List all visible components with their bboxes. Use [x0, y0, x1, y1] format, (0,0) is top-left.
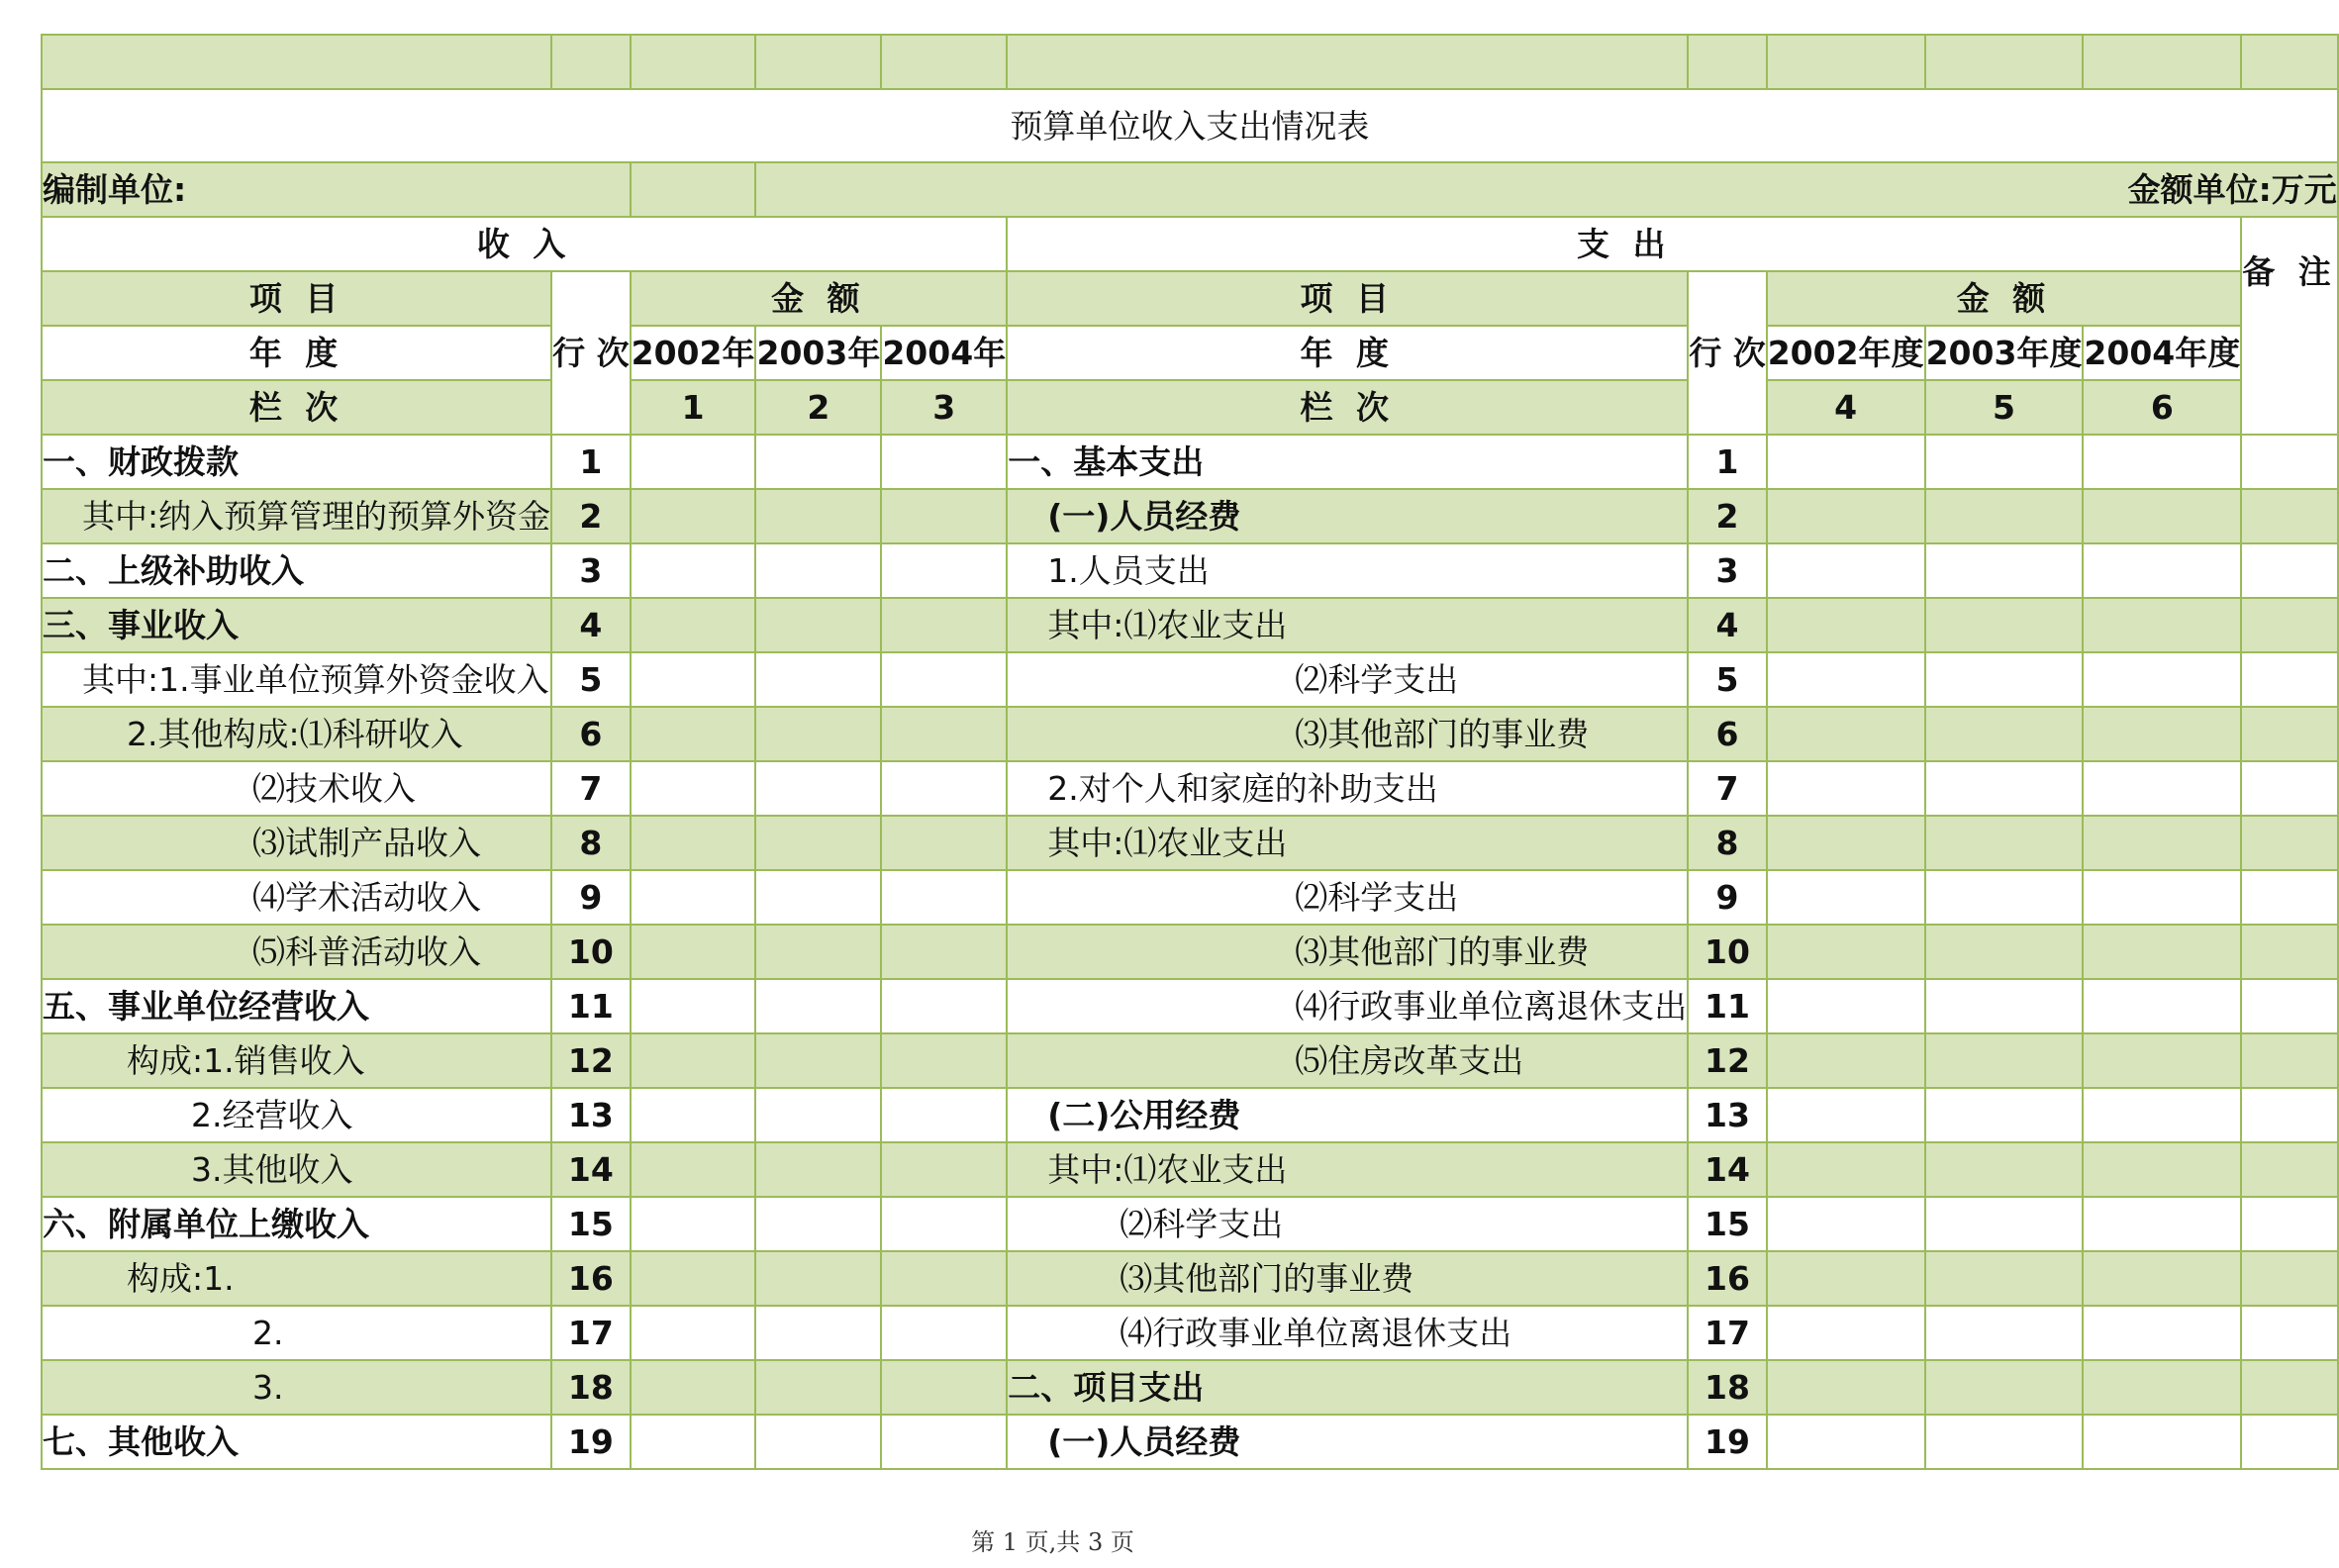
expense-row-no: 7 — [1688, 761, 1767, 816]
income-row-no: 15 — [551, 1197, 631, 1251]
expense-amount-cell — [1925, 1415, 2084, 1469]
expense-amount-cell — [1925, 979, 2084, 1033]
remark-cell — [2241, 816, 2338, 870]
income-col-no: 3 — [881, 380, 1007, 435]
table-row — [42, 1306, 2338, 1360]
income-amount-cell — [631, 1360, 756, 1415]
income-year-header: 年 度 — [42, 326, 551, 380]
income-amount-cell — [755, 543, 881, 598]
income-amount-cell — [755, 707, 881, 761]
income-amount-cell — [631, 1088, 756, 1142]
remark-cell — [2241, 489, 2338, 543]
expense-amount-cell — [1767, 1033, 1925, 1088]
expense-amount-cell — [2083, 1360, 2241, 1415]
income-item: 一、财政拨款 — [42, 435, 551, 489]
income-row-no: 16 — [551, 1251, 631, 1306]
page-footer: 第 1 页,共 3 页 — [971, 1528, 1134, 1556]
income-item: 五、事业单位经营收入 — [42, 979, 551, 1033]
remark-cell — [2241, 652, 2338, 707]
income-amount-cell — [881, 1415, 1007, 1469]
table-row — [42, 816, 2338, 870]
expense-row-no: 2 — [1688, 489, 1767, 543]
income-amount-cell — [881, 543, 1007, 598]
income-amount-cell — [881, 1360, 1007, 1415]
expense-year-2002: 2002年度 — [1767, 326, 1925, 380]
income-row-no: 5 — [551, 652, 631, 707]
income-row-no: 11 — [551, 979, 631, 1033]
income-amount-cell — [881, 816, 1007, 870]
income-amount-cell — [881, 1251, 1007, 1306]
amount-unit-label: 金额单位:万元 — [755, 162, 2337, 217]
income-amount-cell — [631, 925, 756, 979]
income-amount-cell — [631, 489, 756, 543]
table-row — [42, 761, 2338, 816]
income-amount-cell — [755, 435, 881, 489]
expense-amount-cell — [2083, 1415, 2241, 1469]
income-item: 二、上级补助收入 — [42, 543, 551, 598]
table-row — [42, 870, 2338, 925]
remark-cell — [2241, 1306, 2338, 1360]
expense-item: ⑶其他部门的事业费 — [1007, 707, 1688, 761]
expense-amount-cell — [2083, 1197, 2241, 1251]
expense-item: ⑵科学支出 — [1007, 1197, 1688, 1251]
remark-cell — [2241, 1360, 2338, 1415]
table-row — [42, 1197, 2338, 1251]
column-number-row — [42, 380, 2338, 435]
income-amount-cell — [881, 1142, 1007, 1197]
expense-item: 一、基本支出 — [1007, 435, 1688, 489]
income-amount-cell — [755, 761, 881, 816]
income-item: ⑷学术活动收入 — [42, 870, 551, 925]
expense-amount-cell — [1767, 1306, 1925, 1360]
income-amount-cell — [755, 1033, 881, 1088]
income-col-no: 1 — [631, 380, 756, 435]
remark-cell — [2241, 1415, 2338, 1469]
income-year-2002: 2002年 — [631, 326, 756, 380]
income-amount-cell — [631, 1415, 756, 1469]
expense-row-no: 9 — [1688, 870, 1767, 925]
item-header-row — [42, 271, 2338, 326]
remark-cell — [2241, 435, 2338, 489]
income-row-no: 12 — [551, 1033, 631, 1088]
expense-item: ⑷行政事业单位离退休支出 — [1007, 1306, 1688, 1360]
income-item: 六、附属单位上缴收入 — [42, 1197, 551, 1251]
expense-item: 其中:⑴农业支出 — [1007, 816, 1688, 870]
income-row-no: 4 — [551, 598, 631, 652]
income-amount-cell — [631, 1197, 756, 1251]
expense-row-no: 11 — [1688, 979, 1767, 1033]
expense-amount-cell — [2083, 1088, 2241, 1142]
income-row-no: 19 — [551, 1415, 631, 1469]
expense-item: ⑶其他部门的事业费 — [1007, 1251, 1688, 1306]
income-amount-cell — [755, 489, 881, 543]
budget-table — [41, 34, 2339, 1470]
table-row — [42, 979, 2338, 1033]
income-amount-cell — [631, 761, 756, 816]
year-header-row — [42, 326, 2338, 380]
income-amount-cell — [881, 1197, 1007, 1251]
expense-amount-cell — [1767, 925, 1925, 979]
expense-item: (一)人员经费 — [1007, 489, 1688, 543]
income-row-no: 2 — [551, 489, 631, 543]
expense-amount-cell — [1925, 1142, 2084, 1197]
income-amount-cell — [881, 1088, 1007, 1142]
expense-amount-cell — [2083, 435, 2241, 489]
income-header: 收 入 — [42, 217, 1007, 271]
income-year-2003: 2003年 — [755, 326, 881, 380]
expense-row-no: 15 — [1688, 1197, 1767, 1251]
expense-amount-cell — [1767, 1360, 1925, 1415]
expense-amount-cell — [2083, 707, 2241, 761]
expense-amount-cell — [1767, 543, 1925, 598]
income-amount-cell — [881, 979, 1007, 1033]
expense-amount-cell — [1767, 761, 1925, 816]
expense-amount-cell — [2083, 979, 2241, 1033]
expense-amount-cell — [1925, 543, 2084, 598]
income-amount-cell — [881, 870, 1007, 925]
expense-amount-cell — [2083, 1033, 2241, 1088]
income-row-no: 3 — [551, 543, 631, 598]
expense-item: ⑶其他部门的事业费 — [1007, 925, 1688, 979]
table-row — [42, 598, 2338, 652]
income-item: 其中:纳入预算管理的预算外资金 — [42, 489, 551, 543]
expense-amount-cell — [2083, 598, 2241, 652]
income-row-no: 10 — [551, 925, 631, 979]
expense-amount-cell — [1767, 1251, 1925, 1306]
income-item: 七、其他收入 — [42, 1415, 551, 1469]
income-amount-cell — [755, 1251, 881, 1306]
income-year-2004: 2004年 — [881, 326, 1007, 380]
income-item: 2.经营收入 — [42, 1088, 551, 1142]
remark-cell — [2241, 1142, 2338, 1197]
income-item: 三、事业收入 — [42, 598, 551, 652]
expense-year-2004: 2004年度 — [2083, 326, 2241, 380]
income-row-no: 13 — [551, 1088, 631, 1142]
expense-amount-cell — [1767, 652, 1925, 707]
expense-amount-cell — [1767, 1142, 1925, 1197]
table-row — [42, 925, 2338, 979]
expense-amount-header: 金 额 — [1767, 271, 2242, 326]
income-column-header: 栏 次 — [42, 380, 551, 435]
income-row-no: 8 — [551, 816, 631, 870]
income-amount-cell — [631, 1251, 756, 1306]
remark-cell — [2241, 1251, 2338, 1306]
remark-label: 备 注 — [2242, 252, 2337, 291]
income-row-no: 18 — [551, 1360, 631, 1415]
income-amount-cell — [631, 652, 756, 707]
remark-header — [2241, 217, 2338, 435]
expense-amount-cell — [1925, 1088, 2084, 1142]
expense-amount-cell — [1767, 598, 1925, 652]
income-amount-cell — [755, 1306, 881, 1360]
income-amount-cell — [881, 652, 1007, 707]
expense-amount-cell — [1925, 1197, 2084, 1251]
income-amount-cell — [631, 435, 756, 489]
income-amount-cell — [881, 1306, 1007, 1360]
expense-row-no: 4 — [1688, 598, 1767, 652]
expense-amount-cell — [1767, 979, 1925, 1033]
expense-item: 其中:⑴农业支出 — [1007, 598, 1688, 652]
income-amount-cell — [755, 1088, 881, 1142]
income-item: ⑸科普活动收入 — [42, 925, 551, 979]
income-item: 其中:1.事业单位预算外资金收入 — [42, 652, 551, 707]
expense-amount-cell — [1925, 652, 2084, 707]
spacer-row — [42, 35, 2338, 89]
expense-amount-cell — [1925, 1360, 2084, 1415]
remark-cell — [2241, 707, 2338, 761]
expense-amount-cell — [2083, 1251, 2241, 1306]
remark-cell — [2241, 1088, 2338, 1142]
expense-amount-cell — [1925, 489, 2084, 543]
expense-row-no: 19 — [1688, 1415, 1767, 1469]
expense-item: 1.人员支出 — [1007, 543, 1688, 598]
expense-amount-cell — [1767, 1415, 1925, 1469]
expense-item: (二)公用经费 — [1007, 1088, 1688, 1142]
income-row-no: 7 — [551, 761, 631, 816]
expense-amount-cell — [2083, 870, 2241, 925]
expense-amount-cell — [1767, 1088, 1925, 1142]
expense-row-no: 5 — [1688, 652, 1767, 707]
income-amount-cell — [755, 1360, 881, 1415]
expense-row-no: 8 — [1688, 816, 1767, 870]
expense-amount-cell — [2083, 761, 2241, 816]
table-row — [42, 435, 2338, 489]
income-col-no: 2 — [755, 380, 881, 435]
section-header-row — [42, 217, 2338, 271]
income-amount-cell — [631, 598, 756, 652]
income-amount-cell — [631, 870, 756, 925]
data-rows — [42, 435, 2338, 1469]
expense-item: ⑷行政事业单位离退休支出 — [1007, 979, 1688, 1033]
expense-amount-cell — [1925, 1033, 2084, 1088]
expense-amount-cell — [1925, 598, 2084, 652]
income-amount-cell — [755, 1415, 881, 1469]
expense-row-no: 10 — [1688, 925, 1767, 979]
table-row — [42, 652, 2338, 707]
budget-sheet — [41, 34, 2339, 1470]
income-row-no: 17 — [551, 1306, 631, 1360]
expense-amount-cell — [2083, 489, 2241, 543]
remark-cell — [2241, 1197, 2338, 1251]
expense-amount-cell — [1925, 761, 2084, 816]
income-item: 3. — [42, 1360, 551, 1415]
expense-amount-cell — [1767, 489, 1925, 543]
expense-amount-cell — [1925, 1306, 2084, 1360]
table-row — [42, 1251, 2338, 1306]
expense-amount-cell — [1767, 435, 1925, 489]
expense-amount-cell — [1925, 816, 2084, 870]
compiling-unit-label: 编制单位: — [42, 162, 631, 217]
income-amount-cell — [755, 652, 881, 707]
expense-amount-cell — [1767, 707, 1925, 761]
expense-col-no: 4 — [1767, 380, 1925, 435]
expense-rowno-header: 行 次 — [1688, 271, 1767, 435]
remark-cell — [2241, 1033, 2338, 1088]
income-amount-cell — [631, 816, 756, 870]
expense-amount-cell — [1767, 870, 1925, 925]
expense-row-no: 14 — [1688, 1142, 1767, 1197]
expense-item: 二、项目支出 — [1007, 1360, 1688, 1415]
income-amount-cell — [755, 870, 881, 925]
income-row-no: 6 — [551, 707, 631, 761]
table-row — [42, 543, 2338, 598]
expense-amount-cell — [1925, 435, 2084, 489]
table-row — [42, 1088, 2338, 1142]
expense-item: 2.对个人和家庭的补助支出 — [1007, 761, 1688, 816]
income-item-header: 项 目 — [42, 271, 551, 326]
income-amount-cell — [755, 925, 881, 979]
expense-col-no: 6 — [2083, 380, 2241, 435]
income-amount-cell — [755, 1142, 881, 1197]
income-amount-cell — [881, 598, 1007, 652]
title-row — [42, 89, 2338, 162]
expense-amount-cell — [1925, 707, 2084, 761]
expense-row-no: 12 — [1688, 1033, 1767, 1088]
income-amount-cell — [881, 761, 1007, 816]
remark-cell — [2241, 598, 2338, 652]
income-row-no: 9 — [551, 870, 631, 925]
expense-amount-cell — [2083, 1306, 2241, 1360]
income-amount-cell — [631, 979, 756, 1033]
remark-cell — [2241, 870, 2338, 925]
expense-item: ⑵科学支出 — [1007, 870, 1688, 925]
expense-row-no: 1 — [1688, 435, 1767, 489]
income-row-no: 1 — [551, 435, 631, 489]
expense-amount-cell — [2083, 925, 2241, 979]
expense-item: ⑵科学支出 — [1007, 652, 1688, 707]
income-item: 2.其他构成:⑴科研收入 — [42, 707, 551, 761]
expense-amount-cell — [1767, 816, 1925, 870]
expense-row-no: 17 — [1688, 1306, 1767, 1360]
income-amount-cell — [881, 1033, 1007, 1088]
income-item: 2. — [42, 1306, 551, 1360]
income-amount-cell — [631, 707, 756, 761]
income-item: 构成:1.销售收入 — [42, 1033, 551, 1088]
expense-row-no: 13 — [1688, 1088, 1767, 1142]
expense-amount-cell — [2083, 1142, 2241, 1197]
expense-item: (一)人员经费 — [1007, 1415, 1688, 1469]
income-amount-cell — [755, 1197, 881, 1251]
income-amount-cell — [755, 598, 881, 652]
remark-cell — [2241, 979, 2338, 1033]
remark-cell — [2241, 543, 2338, 598]
income-amount-cell — [631, 1306, 756, 1360]
table-row — [42, 1033, 2338, 1088]
expense-amount-cell — [2083, 652, 2241, 707]
income-amount-cell — [755, 979, 881, 1033]
page-title: 预算单位收入支出情况表 — [42, 89, 2338, 162]
income-item: ⑵技术收入 — [42, 761, 551, 816]
income-amount-cell — [631, 543, 756, 598]
expense-amount-cell — [1925, 1251, 2084, 1306]
remark-cell — [2241, 761, 2338, 816]
table-row — [42, 489, 2338, 543]
expense-col-no: 5 — [1925, 380, 2084, 435]
income-amount-cell — [881, 489, 1007, 543]
income-amount-cell — [631, 1142, 756, 1197]
expense-header: 支 出 — [1007, 217, 2241, 271]
expense-amount-cell — [2083, 543, 2241, 598]
income-amount-header: 金 额 — [631, 271, 1008, 326]
expense-column-header: 栏 次 — [1007, 380, 1688, 435]
income-amount-cell — [631, 1033, 756, 1088]
expense-year-2003: 2003年度 — [1925, 326, 2084, 380]
expense-row-no: 3 — [1688, 543, 1767, 598]
income-item: ⑶试制产品收入 — [42, 816, 551, 870]
income-row-no: 14 — [551, 1142, 631, 1197]
income-amount-cell — [881, 707, 1007, 761]
expense-item: ⑸住房改革支出 — [1007, 1033, 1688, 1088]
expense-amount-cell — [1925, 925, 2084, 979]
expense-row-no: 6 — [1688, 707, 1767, 761]
income-item: 3.其他收入 — [42, 1142, 551, 1197]
remark-cell — [2241, 925, 2338, 979]
income-amount-cell — [881, 925, 1007, 979]
expense-amount-cell — [2083, 816, 2241, 870]
expense-item-header: 项 目 — [1007, 271, 1688, 326]
income-rowno-header: 行 次 — [551, 271, 631, 435]
expense-row-no: 16 — [1688, 1251, 1767, 1306]
table-row — [42, 1360, 2338, 1415]
table-row — [42, 1415, 2338, 1469]
expense-amount-cell — [1925, 870, 2084, 925]
expense-item: 其中:⑴农业支出 — [1007, 1142, 1688, 1197]
table-row — [42, 707, 2338, 761]
meta-row — [42, 162, 2338, 217]
income-amount-cell — [881, 435, 1007, 489]
expense-year-header: 年 度 — [1007, 326, 1688, 380]
income-amount-cell — [755, 816, 881, 870]
table-row — [42, 1142, 2338, 1197]
income-item: 构成:1. — [42, 1251, 551, 1306]
expense-row-no: 18 — [1688, 1360, 1767, 1415]
expense-amount-cell — [1767, 1197, 1925, 1251]
